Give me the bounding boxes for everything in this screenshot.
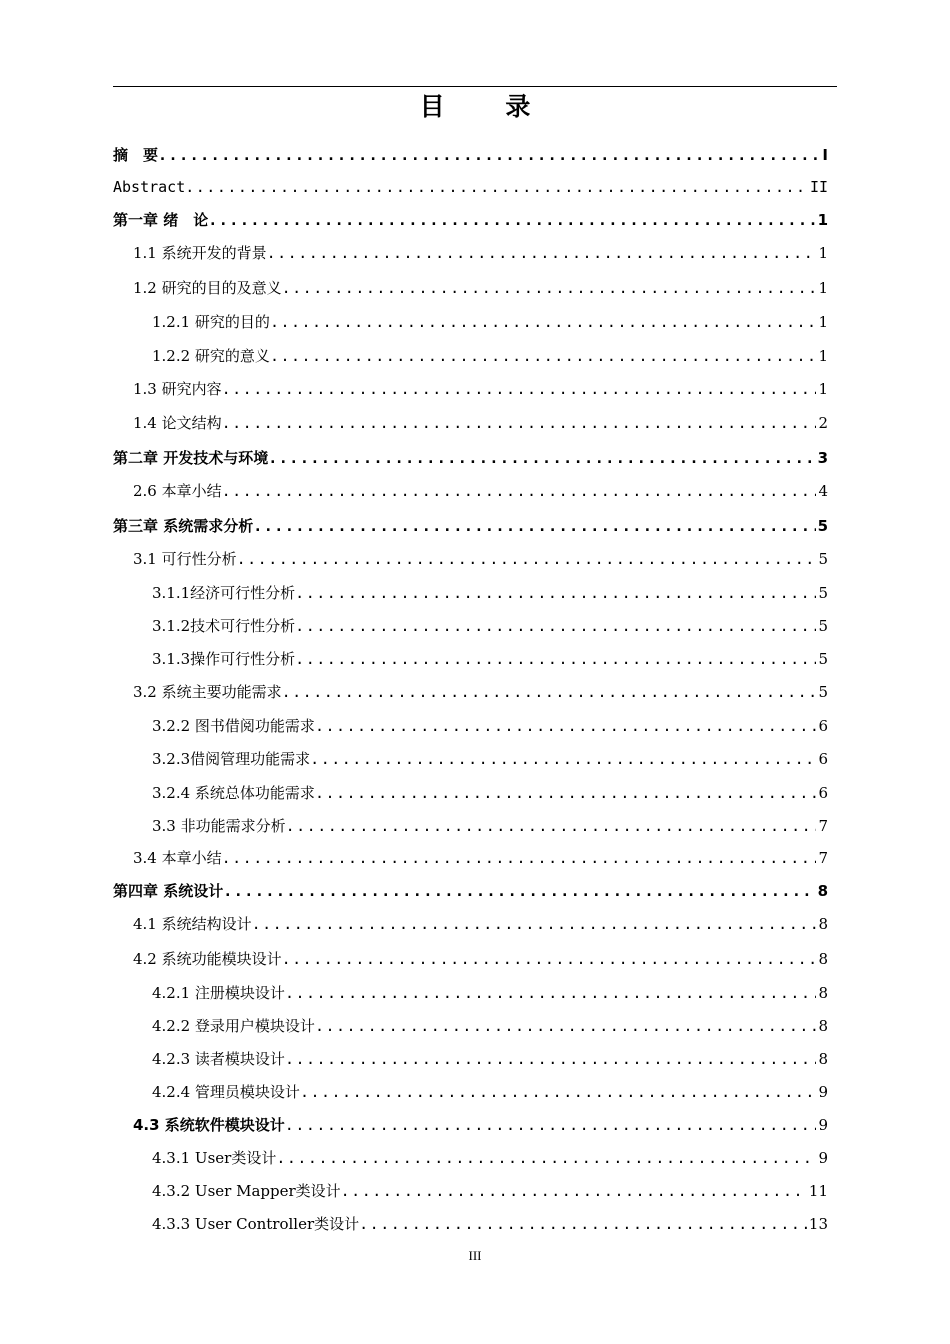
- dot-leader: [282, 681, 817, 703]
- toc-entry[interactable]: [133, 847, 828, 869]
- dot-leader: [295, 648, 816, 670]
- toc-entry-page-number: 8: [818, 984, 828, 1002]
- dot-leader: [185, 176, 808, 198]
- toc-entry-page-number: 1: [818, 244, 828, 262]
- toc-entry[interactable]: [152, 982, 828, 1004]
- dot-leader: [253, 515, 815, 537]
- dot-leader: [315, 1015, 817, 1037]
- toc-entry[interactable]: [133, 681, 828, 703]
- dot-leader: [237, 548, 817, 570]
- dot-leader: [223, 880, 815, 902]
- toc-entry-title: 4.1 系统结构设计: [133, 915, 252, 933]
- toc-entry[interactable]: [152, 345, 828, 367]
- toc-entry-title: 4.2.4 管理员模块设计: [152, 1083, 300, 1101]
- toc-entry-title: 1.2.1 研究的目的: [152, 313, 270, 331]
- toc-entry-page-number: 1: [818, 279, 828, 297]
- toc-entry[interactable]: [152, 782, 828, 804]
- toc-entry-page-number: 5: [818, 683, 828, 701]
- dot-leader: [282, 277, 817, 299]
- toc-entry[interactable]: [152, 1048, 828, 1070]
- toc-entry[interactable]: [152, 1180, 828, 1202]
- toc-entry-page-number: 3: [817, 449, 828, 467]
- toc-entry-title: 4.3.1 User类设计: [152, 1149, 277, 1167]
- toc-entry-page-number: 5: [818, 617, 828, 635]
- dot-leader: [295, 615, 816, 637]
- toc-entry-page-number: 1: [818, 347, 828, 365]
- toc-entry-page-number: 9: [818, 1083, 828, 1101]
- toc-entry-title: 1.3 研究内容: [133, 380, 222, 398]
- toc-entry-page-number: I: [822, 146, 828, 164]
- toc-entry-page-number: 5: [818, 550, 828, 568]
- toc-entry-page-number: 8: [818, 1050, 828, 1068]
- toc-entry-title: 2.6 本章小结: [133, 482, 222, 500]
- toc-entry[interactable]: [133, 1114, 828, 1136]
- toc-entry[interactable]: [113, 515, 828, 537]
- toc-entry[interactable]: [133, 948, 828, 970]
- toc-entry-page-number: 2: [818, 414, 828, 432]
- toc-entry-title: 3.2 系统主要功能需求: [133, 683, 282, 701]
- dot-leader: [310, 748, 816, 770]
- toc-entry[interactable]: [113, 447, 828, 469]
- toc-entry[interactable]: [113, 144, 828, 166]
- dot-leader: [285, 982, 817, 1004]
- toc-entry-title: 1.2.2 研究的意义: [152, 347, 270, 365]
- toc-entry[interactable]: [152, 582, 828, 604]
- toc-entry[interactable]: [152, 1147, 828, 1169]
- toc-entry-title: 4.2.3 读者模块设计: [152, 1050, 285, 1068]
- toc-entry-page-number: 5: [818, 650, 828, 668]
- dot-leader: [359, 1213, 807, 1235]
- toc-entry-page-number: 1: [818, 380, 828, 398]
- toc-entry[interactable]: [133, 378, 828, 400]
- dot-leader: [270, 311, 817, 333]
- toc-entry[interactable]: [152, 815, 828, 837]
- dot-leader: [276, 1147, 816, 1169]
- dot-leader: [222, 412, 817, 434]
- toc-entry-page-number: 7: [818, 849, 828, 867]
- toc-entry-page-number: II: [809, 178, 828, 196]
- toc-entry-page-number: 9: [818, 1149, 828, 1167]
- toc-entry[interactable]: [152, 715, 828, 737]
- toc-entry-page-number: 6: [818, 750, 828, 768]
- toc-entry-title: 3.2.3借阅管理功能需求: [152, 750, 311, 768]
- toc-entry-title: 3.1 可行性分析: [133, 550, 237, 568]
- toc-entry-title: 1.2 研究的目的及意义: [133, 279, 282, 297]
- toc-entry-title: 第三章 系统需求分析: [113, 517, 254, 535]
- toc-entry[interactable]: [133, 480, 828, 502]
- toc-entry[interactable]: [113, 176, 828, 198]
- toc-entry-title: 4.3 系统软件模块设计: [133, 1116, 285, 1134]
- dot-leader: [222, 378, 817, 400]
- dot-leader: [285, 1048, 817, 1070]
- toc-entry-page-number: 4: [818, 482, 828, 500]
- dot-leader: [222, 847, 817, 869]
- toc-entry[interactable]: [152, 648, 828, 670]
- toc-entry-page-number: 9: [818, 1116, 828, 1134]
- toc-entry-title: 4.2 系统功能模块设计: [133, 950, 282, 968]
- toc-entry-title: 3.1.3操作可行性分析: [152, 650, 296, 668]
- page-number: III: [468, 1248, 482, 1263]
- toc-entry[interactable]: [133, 412, 828, 434]
- toc-entry[interactable]: [133, 277, 828, 299]
- toc-entry-title: 4.3.2 User Mapper类设计: [152, 1182, 341, 1200]
- toc-entry-title: 3.3 非功能需求分析: [152, 817, 286, 835]
- toc-entry-page-number: 8: [817, 882, 828, 900]
- toc-entry[interactable]: [152, 748, 828, 770]
- toc-entry[interactable]: [152, 615, 828, 637]
- toc-entry-page-number: 7: [818, 817, 828, 835]
- toc-entry-title: 摘 要: [113, 146, 159, 164]
- toc-entry[interactable]: [152, 1213, 828, 1235]
- toc-entry-page-number: 8: [818, 950, 828, 968]
- toc-entry[interactable]: [133, 913, 828, 935]
- toc-entry-title: 3.2.2 图书借阅功能需求: [152, 717, 315, 735]
- toc-entry-title: 第二章 开发技术与环境: [113, 449, 269, 467]
- dot-leader: [268, 447, 815, 469]
- toc-entry-page-number: 13: [808, 1215, 828, 1233]
- toc-entry-title: 第四章 系统设计: [113, 882, 224, 900]
- toc-entry[interactable]: [113, 880, 828, 902]
- dot-leader: [158, 144, 820, 166]
- toc-entry-title: 4.2.2 登录用户模块设计: [152, 1017, 315, 1035]
- dot-leader: [295, 582, 816, 604]
- toc-entry-title: Abstract: [113, 178, 186, 196]
- toc-entry-page-number: 1: [817, 211, 828, 229]
- dot-leader: [208, 209, 815, 231]
- toc-entry-page-number: 6: [818, 717, 828, 735]
- toc-entry-title: 1.4 论文结构: [133, 414, 222, 432]
- dot-leader: [252, 913, 817, 935]
- dot-leader: [315, 715, 817, 737]
- toc-entry-title: 4.2.1 注册模块设计: [152, 984, 285, 1002]
- dot-leader: [315, 782, 817, 804]
- toc-entry-page-number: 8: [818, 915, 828, 933]
- toc-entry[interactable]: [133, 548, 828, 570]
- dot-leader: [300, 1081, 817, 1103]
- dot-leader: [222, 480, 817, 502]
- dot-leader: [286, 815, 817, 837]
- dot-leader: [285, 1114, 817, 1136]
- toc-entry-title: 3.4 本章小结: [133, 849, 222, 867]
- toc-entry[interactable]: [152, 311, 828, 333]
- toc-entry-title: 3.2.4 系统总体功能需求: [152, 784, 315, 802]
- toc-entry-title: 4.3.3 User Controller类设计: [152, 1215, 360, 1233]
- toc-entry-page-number: 8: [818, 1017, 828, 1035]
- toc-entry-page-number: 5: [817, 517, 828, 535]
- toc-entry[interactable]: [152, 1081, 828, 1103]
- page-title: 目 录: [419, 92, 557, 121]
- toc-entry[interactable]: [113, 209, 828, 231]
- dot-leader: [282, 948, 817, 970]
- toc-entry-page-number: 11: [808, 1182, 828, 1200]
- toc-entry[interactable]: [152, 1015, 828, 1037]
- dot-leader: [270, 345, 817, 367]
- dot-leader: [267, 242, 817, 264]
- toc-entry-title: 1.1 系统开发的背景: [133, 244, 267, 262]
- toc-entry-title: 3.1.2技术可行性分析: [152, 617, 296, 635]
- dot-leader: [341, 1180, 807, 1202]
- toc-entry-title: 3.1.1经济可行性分析: [152, 584, 296, 602]
- toc-entry-page-number: 5: [818, 584, 828, 602]
- toc-entry-page-number: 6: [818, 784, 828, 802]
- toc-entry-page-number: 1: [818, 313, 828, 331]
- toc-entry[interactable]: [133, 242, 828, 264]
- toc-entry-title: 第一章 绪 论: [113, 211, 209, 229]
